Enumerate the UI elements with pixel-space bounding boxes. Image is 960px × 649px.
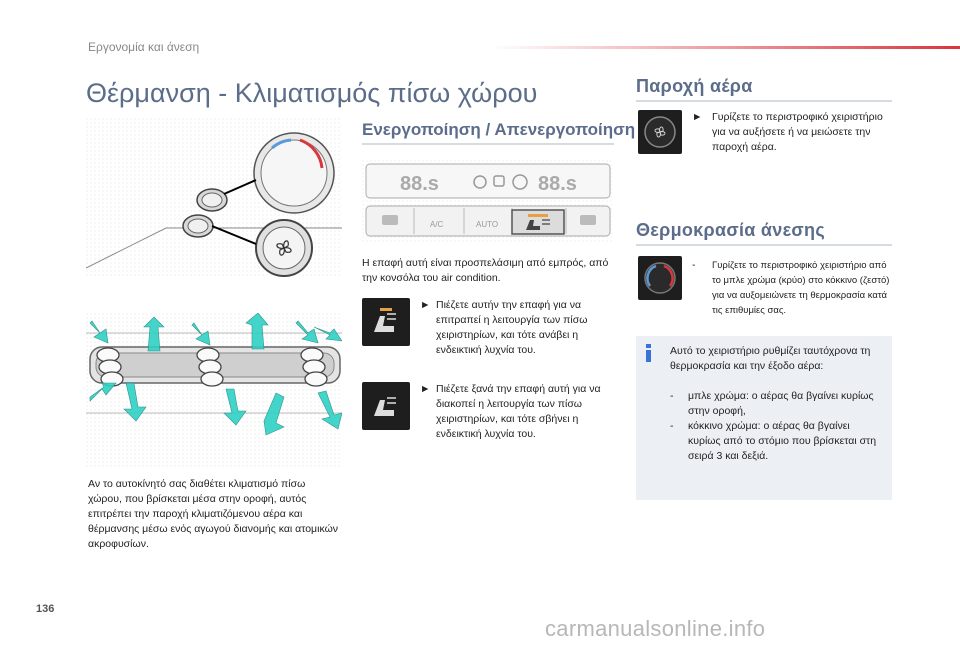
panel-display-right: 88.s: [538, 173, 577, 195]
rear-seat-airflow-icon: [362, 298, 410, 346]
activation-heading-rule: [362, 143, 614, 145]
airflow-heading: Παροχή αέρα: [636, 76, 753, 96]
rear-seat-airflow-icon: [362, 382, 410, 430]
watermark: carmanualsonline.info: [545, 616, 766, 641]
info-icon: [642, 344, 656, 362]
airflow-dial-thumbnail: [638, 110, 682, 154]
activation-heading: Ενεργοποίηση / Απενεργοποίηση: [362, 120, 636, 139]
info-dash-2: -: [670, 420, 674, 432]
button-on-thumbnail: [362, 298, 410, 346]
airflow-text: Γυρίζετε το περιστροφικό χειριστήριο για να αυξήσετε ή να μειώσετε την παροχή αέρα.: [712, 111, 883, 153]
airflow-heading-rule: [636, 100, 892, 102]
arrow-bullet-icon: ►: [420, 383, 431, 395]
comfort-heading-rule: [636, 244, 892, 246]
temperature-dial-thumbnail: [638, 256, 682, 300]
comfort-text: Γυρίζετε το περιστροφικό χειριστήριο από το μπλε χρώμα (κρύο) στο κόκκινο (ζεστό) για να αυξομειώνετε τη θερμοκρασία κατά τις επιθυμίες σας.: [712, 260, 890, 316]
button-off-thumbnail: [362, 382, 410, 430]
comfort-dash: -: [692, 259, 696, 271]
activation-step-on: Πιέζετε αυτήν την επαφή για να επιτραπεί η λειτουργία των πίσω χειριστηρίων, και τότε ανάβει η ενδεικτική λυχνία του.: [436, 299, 588, 356]
panel-label-auto: AUTO: [476, 220, 499, 229]
page-title: Θέρμανση - Κλιματισμός πίσω χώρου: [86, 78, 538, 108]
page-number: 136: [36, 603, 55, 615]
panel-display-left: 88.s: [400, 173, 439, 195]
activation-intro: Η επαφή αυτή είναι προσπελάσιμη από εμπρός, από την κονσόλα του air condition.: [362, 257, 609, 284]
roof-controls-illustration: [86, 118, 342, 278]
panel-label-ac: A/C: [430, 220, 444, 229]
arrow-bullet-icon: ►: [420, 299, 431, 311]
info-item-red: κόκκινο χρώμα: ο αέρας θα βγαίνει κυρίως από το στόμιο που βρίσκεται στη σειρά 3 και δεξιά.: [688, 420, 877, 462]
intro-paragraph: Αν το αυτοκίνητό σας διαθέτει κλιματισμό πίσω χώρου, που βρίσκεται μέσα στην οροφή, αυτός επιτρέπει την παροχή κλιματιζόμενου αέρα και θέρμανσης μέσω ενός αγωγού διανομής και ατομικών ακροφυσίων.: [88, 478, 339, 550]
info-dash-1: -: [670, 390, 674, 402]
info-intro: Αυτό το χειριστήριο ρυθμίζει ταυτόχρονα τη θερμοκρασία και την έξοδο αέρα:: [670, 345, 871, 372]
front-console-panel-illustration: [362, 160, 614, 244]
activation-step-off: Πιέζετε ξανά την επαφή αυτή για να διακοπεί η λειτουργία των πίσω χειριστηρίων, και τότε σβήνει η ενδεικτική λυχνία του.: [436, 383, 601, 440]
header-accent-line: [490, 46, 960, 49]
arrow-bullet-icon: ►: [692, 111, 703, 123]
chapter-header: Εργονομία και άνεση: [88, 40, 200, 54]
info-item-blue: μπλε χρώμα: ο αέρας θα βγαίνει κυρίως στην οροφή,: [688, 390, 874, 417]
airflow-vents-illustration: [86, 313, 342, 469]
comfort-heading: Θερμοκρασία άνεσης: [636, 220, 825, 240]
